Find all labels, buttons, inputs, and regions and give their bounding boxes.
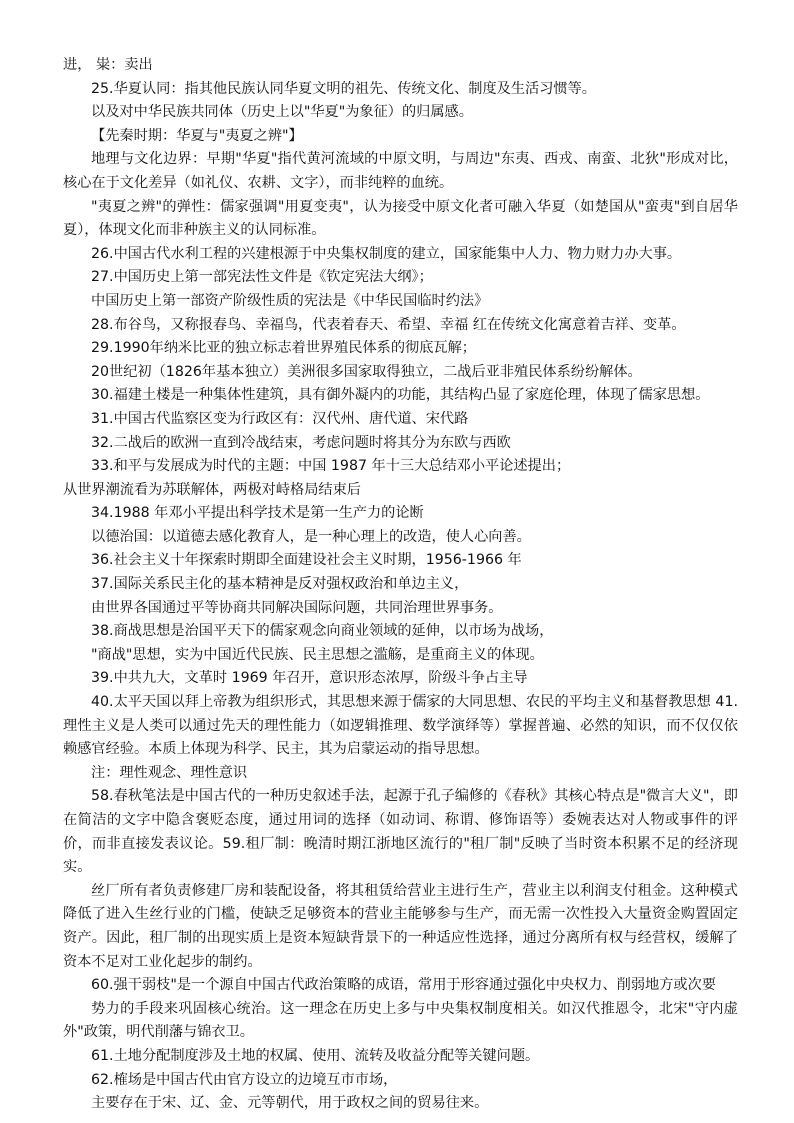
paragraph: 地理与文化边界：早期"华夏"指代黄河流域的中原文明，与周边"东夷、西戎、南蛮、北狄"形成对比，核心在于文化差异（如礼仪、农耕、文字），而非纯粹的血统。 — [63, 151, 738, 191]
paragraph: 势力的手段来巩固核心统治。这一理念在历史上多与中央集权制度相关。如汉代推恩令，北宋"守内虚外"政策，明代削藩与锦衣卫。 — [63, 1000, 738, 1041]
text-line: 由世界各国通过平等协商共同解决国际问题，共同治理世界事务。 — [91, 599, 503, 616]
text-line: 61.土地分配制度涉及土地的权属、使用、流转及收益分配等关键问题。 — [91, 1047, 540, 1064]
paragraph: 58.春秋笔法是中国古代的一种历史叙述手法，起源于孔子编修的《春秋》其核心特点是"微言大义"，即在简洁的文字中隐含褒贬态度，通过用词的选择（如动词、称谓、修饰语等）委婉表达对人物或事件的评价，而非直接发表议论。59.租厂制：晚清时期江浙地区流行的"租厂制"反映了当时资本积累不足的经济现实。 — [63, 788, 738, 876]
paragraph: 30.福建土楼是一种集体性建筑，具有御外凝内的功能，其结构凸显了家庭伦理，体现了儒家思想。 — [91, 387, 710, 404]
section-heading: 【先秦时期：华夏与"夷夏之辨"】 — [91, 127, 303, 144]
text-line: 25.华夏认同：指其他民族认同华夏文明的祖先、传统文化、制度及生活习惯等。 — [91, 80, 596, 97]
text-line: 37.国际关系民主化的基本精神是反对强权政治和单边主义， — [91, 576, 469, 593]
paragraph: 丝厂所有者负责修建厂房和装配设备，将其租赁给营业主进行生产，营业主以利润支付租金。这种模式降低了进入生丝行业的门槛，使缺乏足够资本的营业主能够参与生产，而无需一次性投入大量资金购置固定资产。因此，租厂制的出现实质上是资本短缺背景下的一种适应性选择，通过分离所有权与经营权，缓解了资本不足对工业化起步的制约。 — [63, 882, 738, 970]
text-line: 26.中国古代水利工程的兴建根源于中央集权制度的建立，国家能集中人力、物力财力办大事。 — [91, 245, 682, 262]
text-line: 33.和平与发展成为时代的主题：中国 1987 年十三大总结邓小平论述提出； — [91, 458, 571, 475]
text-line: 进， 粜：卖出 — [63, 57, 153, 73]
text-line: 32.二战后的欧洲一直到冷战结束，考虑问题时将其分为东欧与西欧 — [91, 434, 511, 451]
text-line: 以及对中华民族共同体（历史上以"华夏"为象征）的归属感。 — [91, 104, 473, 121]
text-line: 中国历史上第一部资产阶级性质的宪法是《中华民国临时约法》 — [91, 292, 489, 309]
text-line: 36.社会主义十年探索时期即全面建设社会主义时期，1956-1966 年 — [91, 552, 522, 569]
text-line: 以德治国：以道德去感化教育人，是一种心理上的改造，使人心向善。 — [91, 528, 531, 545]
text-line: 从世界潮流看为苏联解体，两极对峙格局结束后 — [63, 481, 361, 498]
text-line: 39.中共九大，文革时 1969 年召开，意识形态浓厚，阶级斗争占主导 — [91, 670, 528, 687]
text-line: 主要存在于宋、辽、金、元等朝代，用于政权之间的贸易往来。 — [91, 1095, 489, 1112]
text-line: 27.中国历史上第一部宪法性文件是《钦定宪法大纲》； — [91, 269, 433, 286]
note-line: 注：理性观念、理性意识 — [91, 764, 248, 781]
text-line: 20世纪初（1826年基本独立）美洲很多国家取得独立，二战后亚非殖民体系纷纷解体。 — [91, 363, 642, 380]
text-line: 31.中国古代监察区变为行政区有：汉代州、唐代道、宋代路 — [91, 410, 469, 427]
paragraph: 28.布谷鸟，又称报春鸟、幸福鸟，代表着春天、希望、幸福 红在传统文化寓意着吉祥、变革。 — [91, 316, 686, 333]
text-line: 29.1990年纳米比亚的独立标志着世界殖民体系的彻底瓦解； — [91, 340, 476, 357]
text-line: "商战"思想，实为中国近代民族、民主思想之滥觞，是重商主义的体现。 — [91, 646, 544, 663]
paragraph: "夷夏之辨"的弹性：儒家强调"用夏变夷"，认为接受中原文化者可融入华夏（如楚国从"蛮夷"到自居华夏），体现文化而非种族主义的认同标准。 — [63, 198, 738, 239]
paragraph: 40.太平天国以拜上帝教为组织形式，其思想来源于儒家的大同思想、农民的平均主义和基督教思想 41.理性主义是人类可以通过先天的理性能力（如逻辑推理、数学演绎等）掌握普遍、必然的知识，而不仅仅依赖感官经验。本质上体现为科学、民主，其为启蒙运动的指导思想。 — [63, 694, 738, 758]
text-line: 38.商战思想是治国平天下的儒家观念向商业领域的延伸，以市场为战场， — [91, 623, 554, 640]
paragraph: 60.强干弱枝"是一个源自中国古代政治策略的成语，常用于形容通过强化中央权力、削弱地方或次要 — [91, 977, 716, 994]
text-line: 34.1988 年邓小平提出科学技术是第一生产力的论断 — [91, 505, 424, 522]
text-line: 62.榷场是中国古代由官方设立的边境互市市场， — [91, 1071, 398, 1088]
